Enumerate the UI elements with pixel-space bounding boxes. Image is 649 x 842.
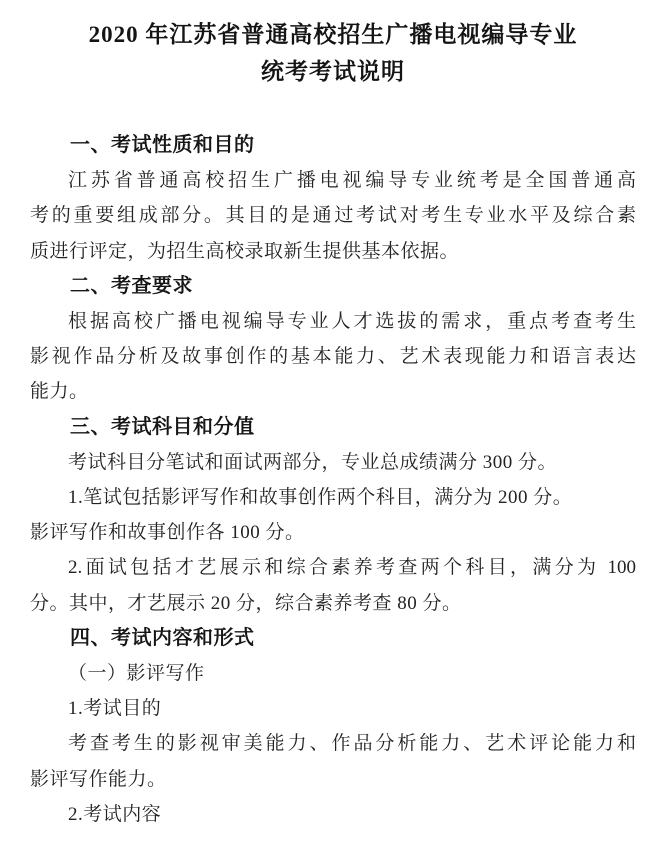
text-line: 能力。 — [30, 381, 89, 403]
document-title-line-1: 2020 年江苏省普通高校招生广播电视编导专业 — [88, 22, 578, 47]
text-line: 2.面试包括才艺展示和综合素养考查两个科目，满分为 100 — [68, 557, 636, 579]
text-line: 考试科目分笔试和面试两部分，专业总成绩满分 300 分。 — [68, 451, 558, 473]
text-line: 影视作品分析及故事创作的基本能力、艺术表现能力和语言表达 — [30, 346, 636, 368]
text-line: 影评写作和故事创作各 100 分。 — [30, 522, 305, 544]
document-title-line-2: 统考考试说明 — [261, 59, 405, 84]
text-line: 江苏省普通高校招生广播电视编导专业统考是全国普通高 — [68, 170, 636, 192]
document-title — [30, 16, 636, 90]
document-body — [30, 128, 636, 832]
text-line: 影评写作能力。 — [30, 768, 167, 790]
text-line: 2.考试内容 — [68, 803, 162, 825]
text-line: 1.考试目的 — [68, 698, 162, 720]
text-line: 分。其中，才艺展示 20 分，综合素养考查 80 分。 — [30, 592, 462, 614]
text-line: 根据高校广播电视编导专业人才选拔的需求，重点考查考生 — [68, 311, 636, 333]
section-heading: 一、考试性质和目的 — [70, 134, 255, 156]
section-heading: 四、考试内容和形式 — [70, 626, 255, 649]
section-heading: 二、考查要求 — [70, 274, 193, 297]
text-line: （一）影评写作 — [68, 663, 205, 685]
section-heading: 三、考试科目和分值 — [70, 415, 255, 438]
text-line: 考查考生的影视审美能力、作品分析能力、艺术评论能力和 — [68, 733, 636, 755]
text-line: 考的重要组成部分。其目的是通过考试对考生专业水平及综合素 — [30, 205, 636, 227]
text-line: 1.笔试包括影评写作和故事创作两个科目，满分为 200 分。 — [68, 487, 573, 509]
text-line: 质进行评定，为招生高校录取新生提供基本依据。 — [30, 240, 460, 262]
